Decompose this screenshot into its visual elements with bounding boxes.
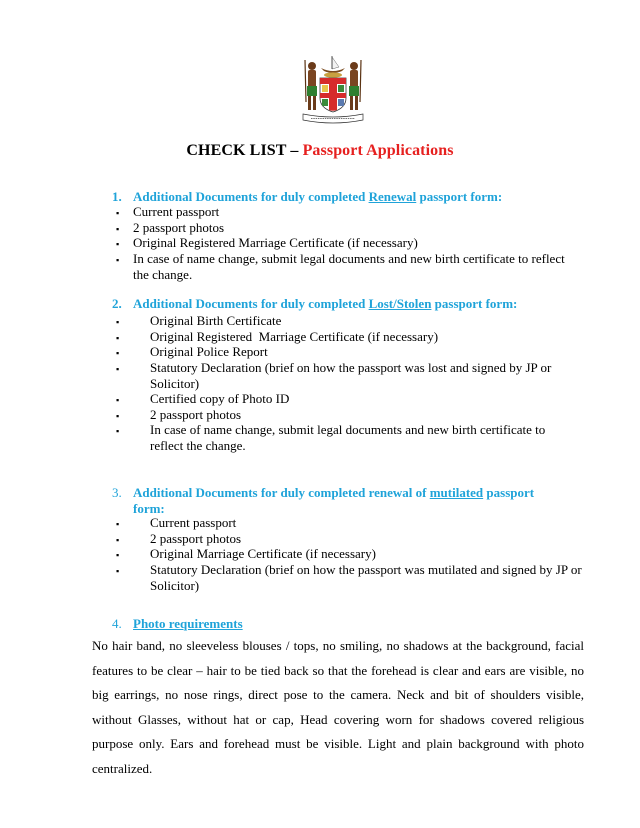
list-item-text: Original Police Report (150, 344, 268, 359)
section-number: 1. (112, 189, 122, 204)
section-heading-underlined: Lost/Stolen (368, 296, 432, 311)
list-item-text: Statutory Declaration (brief on how the passport was lost and signed by JP or Solicitor) (150, 360, 552, 391)
bullet-icon: ▪ (116, 535, 120, 545)
section-4-heading (112, 616, 433, 632)
list-item-text: Statutory Declaration (brief on how the passport was mutilated and signed by JP or Solicitor) (150, 562, 582, 593)
list-item (116, 344, 590, 360)
list-item (116, 515, 590, 531)
section-2-heading (112, 296, 573, 312)
bullet-icon: ▪ (116, 550, 120, 560)
list-item (116, 251, 568, 282)
section-number: 4. (112, 616, 122, 631)
list-item-text: Original Birth Certificate (150, 313, 282, 328)
section-heading-text: Additional Documents for duly completed (133, 189, 369, 204)
title-black-part: CHECK LIST – (186, 142, 303, 159)
list-item-text: Original Marriage Certificate (if necessary) (150, 546, 376, 561)
section-heading-text-end: passport form: (416, 189, 503, 204)
list-item-text: Current passport (133, 204, 220, 219)
list-item (116, 235, 573, 251)
list-item-text: Original Registered Marriage Certificate (if necessary) (150, 329, 439, 344)
bullet-icon: ▪ (116, 348, 120, 358)
section-heading-underlined: mutilated (429, 485, 484, 500)
section-number: 2. (112, 296, 122, 311)
section-heading-underlined: Renewal (368, 189, 417, 204)
section-heading-underlined: Photo requirements (133, 616, 243, 631)
list-item-text: 2 passport photos (150, 407, 241, 422)
bullet-icon: ▪ (116, 519, 120, 529)
list-item-text: In case of name change, submit legal documents and new birth certificate to reflect the change. (133, 251, 565, 282)
bullet-icon: ▪ (116, 566, 120, 576)
bullet-icon: ▪ (116, 395, 120, 405)
bullet-icon: ▪ (116, 426, 120, 436)
section-heading-text-end: passport form: (133, 485, 535, 516)
list-item (116, 204, 573, 220)
title-red-part: Passport Applications (302, 142, 454, 159)
list-item (116, 220, 573, 236)
list-item (116, 562, 587, 593)
fiji-coat-of-arms-icon (297, 54, 369, 124)
list-item-text: In case of name change, submit legal documents and new birth certificate to reflect the change. (150, 422, 546, 453)
list-item (116, 531, 590, 547)
bullet-icon: ▪ (116, 364, 120, 374)
section-heading-text: Additional Documents for duly completed (133, 296, 369, 311)
list-item-text: Certified copy of Photo ID (150, 391, 290, 406)
list-item-text: Current passport (150, 515, 237, 530)
list-item-text: 2 passport photos (150, 531, 241, 546)
page-title (0, 142, 640, 160)
section-3-heading (112, 485, 563, 517)
section-heading-text: Additional Documents for duly completed renewal of (133, 485, 430, 500)
list-item (116, 407, 590, 423)
list-item (116, 546, 590, 562)
section-1-heading (112, 189, 573, 205)
list-item-text: Original Registered Marriage Certificate (if necessary) (133, 235, 418, 250)
photo-requirements-paragraph: No hair band, no sleeveless blouses / tops, no smiling, no shadows at the background, facial features to be clear – hair to be tied back so that the forehead is clear and ears are visible, no big earrings, no nose rings, direct pose to the camera. Neck and bit of shoulders visible, without Glasses, without hat or cap, Head covering worn for shadows covered religious purpose only. Ears and forehead must be visible. Light and plain background with photo centralized. (92, 638, 584, 776)
bullet-icon: ▪ (116, 224, 120, 234)
section-number: 3. (112, 485, 122, 500)
section-heading-text-end: passport form: (431, 296, 518, 311)
list-item (116, 391, 590, 407)
bullet-icon: ▪ (116, 208, 120, 218)
list-item (116, 313, 590, 329)
bullet-icon: ▪ (116, 255, 120, 265)
bullet-icon: ▪ (116, 411, 120, 421)
list-item (116, 360, 585, 391)
list-item (116, 329, 590, 345)
bullet-icon: ▪ (116, 333, 120, 343)
bullet-icon: ▪ (116, 239, 120, 249)
list-item-text: 2 passport photos (133, 220, 224, 235)
list-item (116, 422, 580, 453)
bullet-icon: ▪ (116, 317, 120, 327)
